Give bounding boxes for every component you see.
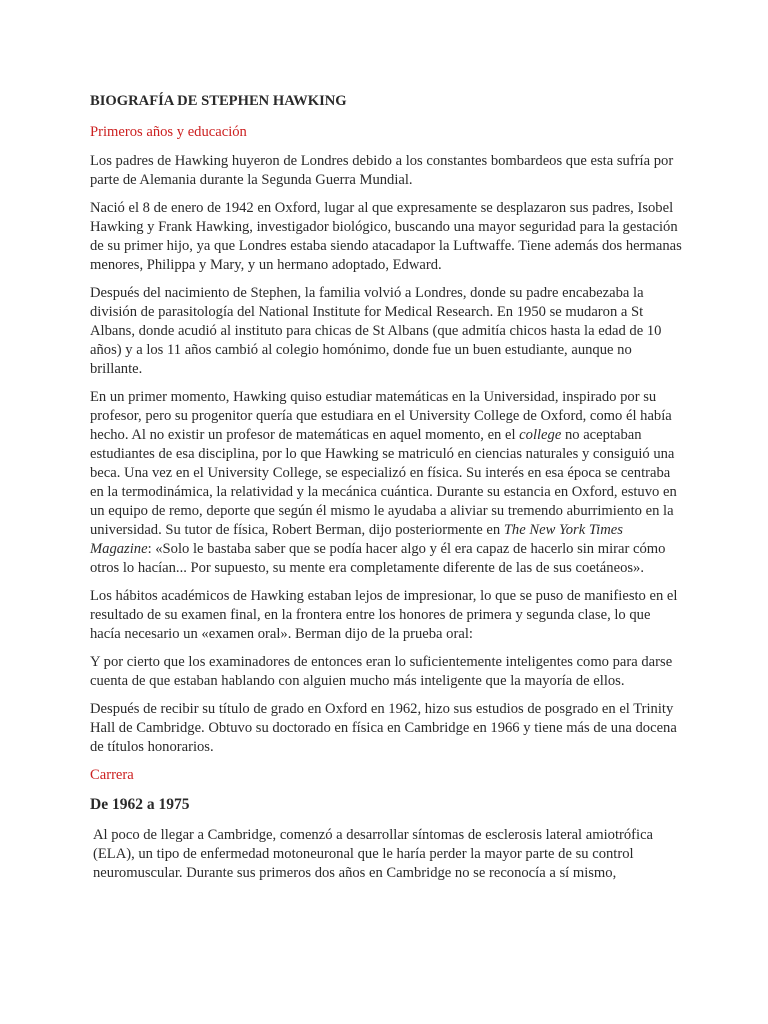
paragraph-4-italic-college: college — [519, 427, 562, 443]
paragraph-4-italic-magazine: The New York Times Magazine — [90, 522, 623, 557]
document-body — [90, 92, 682, 892]
paragraph-4-text-a: En un primer momento, Hawking quiso estudiar matemáticas en la Universidad, inspirado por su profesor, pero su progenitor quería que estudiara en el University College de Oxford, como él había hecho. Al no existir un profesor de matemáticas en aquel momento, en el — [90, 389, 672, 443]
paragraph-5: Los hábitos académicos de Hawking estaban lejos de impresionar, lo que se puso de manifiesto en el resultado de su examen final, en la frontera entre los honores de primera y segunda clase, lo que hacía necesario un «examen oral». Berman dijo de la prueba oral: — [90, 588, 678, 642]
paragraph-4-text-e: : «Solo le bastaba saber que se podía hacer algo y él era capaz de hacerlo sin mirar cómo otros lo hacían... Por supuesto, su mente era completamente diferente de las de sus coetáneos». — [90, 541, 666, 576]
paragraph-2: Nació el 8 de enero de 1942 en Oxford, lugar al que expresamente se desplazaron sus padres, Isobel Hawking y Frank Hawking, investigador biológico, buscando una mayor seguridad para la gestación de su primer hijo, ya que Londres estaba siendo atacadapor la Luftwaffe. Tiene además dos hermanas menores, Philippa y Mary, y un hermano adoptado, Edward. — [90, 200, 682, 273]
paragraph-3: Después del nacimiento de Stephen, la familia volvió a Londres, donde su padre encabezaba la división de parasitología del National Institute for Medical Research. En 1950 se mudaron a St Albans, donde acudió al instituto para chicas de St Albans (que admitía chicos hasta la edad de 10 años) y a los 11 años cambió al colegio homónimo, donde fue un buen estudiante, aunque no brillante. — [90, 285, 662, 377]
paragraph-4-text-c: no aceptaban estudiantes de esa disciplina, por lo que Hawking se matriculó en ciencias naturales y consiguió una beca. Una vez en el University College, se especializó en física. Su interés en esa época se centraba en la termodinámica, la relatividad y la mecánica cuántica. Durante su estancia en Oxford, estuvo en un equipo de remo, deporte que según él mismo le ayudaba a aliviar su tremendo aburrimiento en la universidad. Su tutor de física, Robert Berman, dijo posteriormente en — [90, 427, 677, 538]
section-heading-career: Carrera — [90, 767, 134, 783]
paragraph-8: Al poco de llegar a Cambridge, comenzó a desarrollar síntomas de esclerosis lateral amiotrófica (ELA), un tipo de enfermedad motoneuronal que le haría perder la mayor parte de su control neuromuscular. Durante sus primeros dos años en Cambridge no se reconocía a sí mismo, — [93, 827, 654, 881]
paragraph-4 — [90, 388, 682, 578]
subheading-1962-1975: De 1962 a 1975 — [90, 796, 190, 813]
document-title: BIOGRAFÍA DE STEPHEN HAWKING — [90, 93, 347, 109]
paragraph-6: Y por cierto que los examinadores de entonces eran lo suficientemente inteligentes como para darse cuenta de que estaban hablando con alguien mucho más inteligente que la mayoría de ellos. — [90, 654, 673, 689]
paragraph-7: Después de recibir su título de grado en Oxford en 1962, hizo sus estudios de posgrado en el Trinity Hall de Cambridge. Obtuvo su doctorado en física en Cambridge en 1966 y tiene más de una docena de títulos honorarios. — [90, 701, 677, 755]
section-heading-early-years: Primeros años y educación — [90, 124, 247, 140]
paragraph-1: Los padres de Hawking huyeron de Londres debido a los constantes bombardeos que esta sufría por parte de Alemania durante la Segunda Guerra Mundial. — [90, 153, 674, 188]
